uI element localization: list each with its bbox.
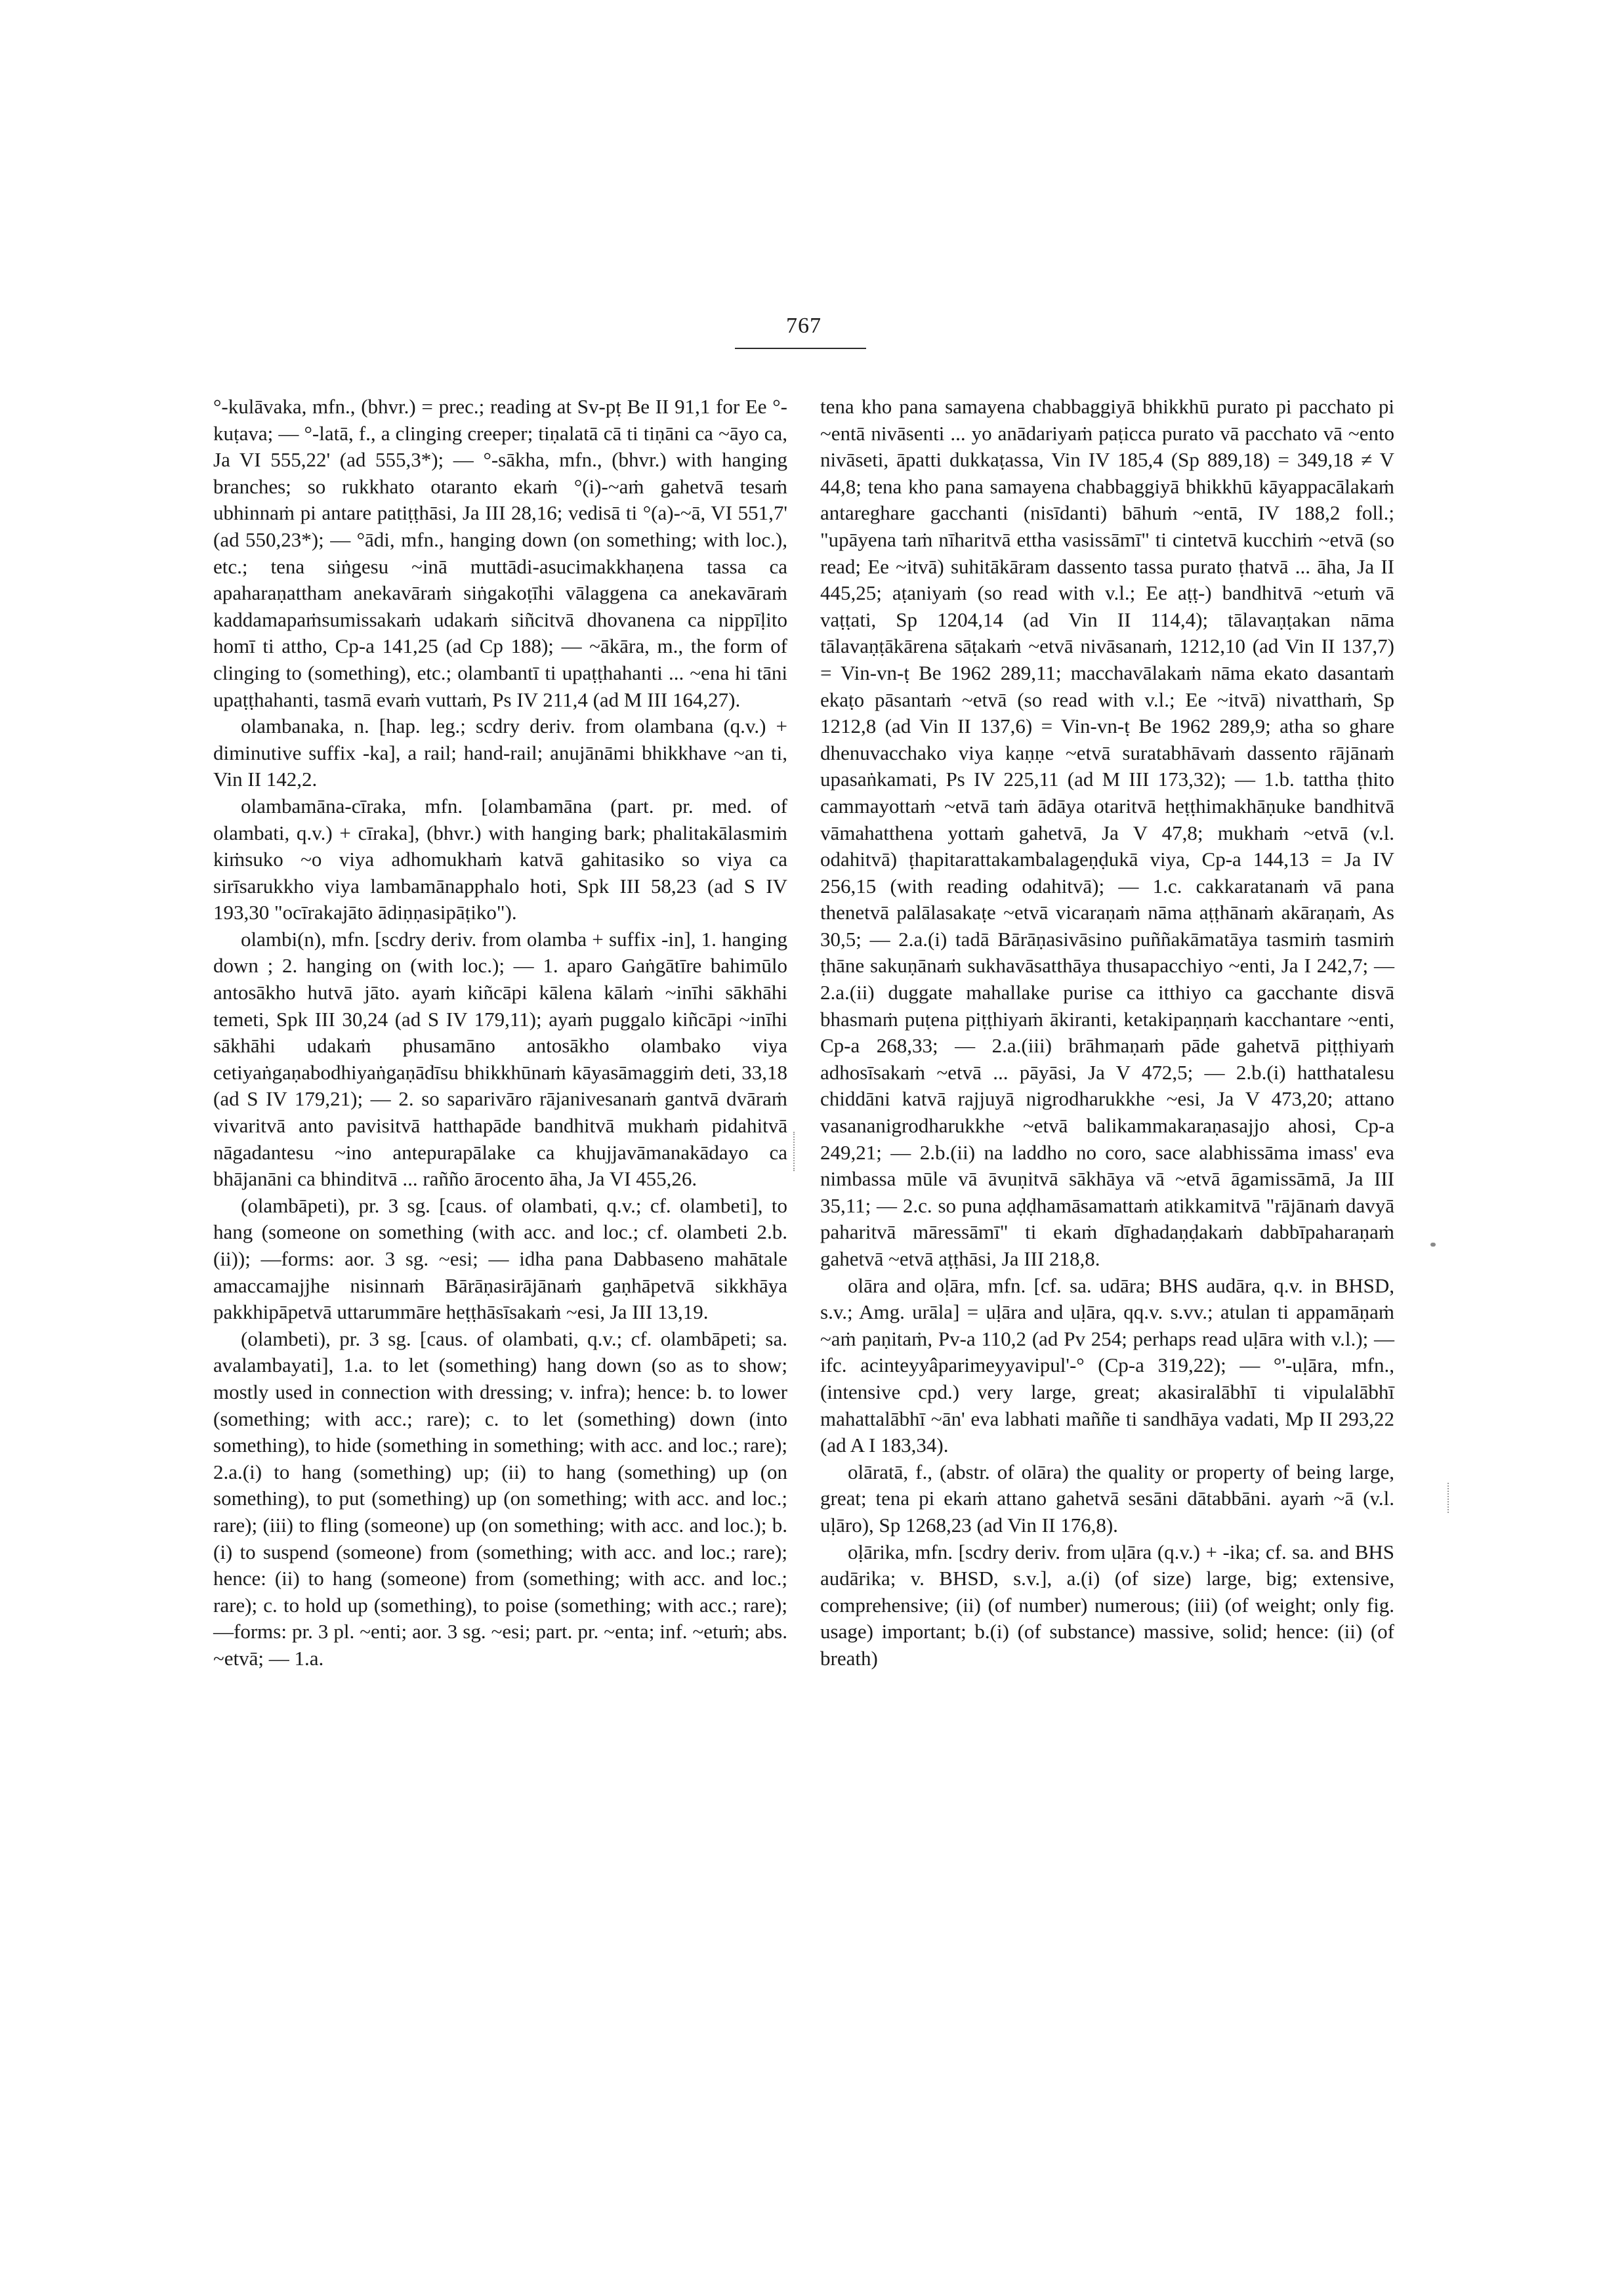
entry-olara: olāra and oḷāra, mfn. [cf. sa. udāra; BHS audāra, q.v. in BHSD, s.v.; Amg. urāla] = uḷāra and uḷāra, qq.v. s.vv.; atulan ti appamāṇaṁ ~aṁ paṇitaṁ, Pv-a 110,2 (ad Pv 254; perhaps read uḷāra with v.l.); — ifc. acinteyyâparimeyyavipul'-° (Cp-a 319,22); — °'-uḷāra, mfn., (intensive cpd.) very large, great; akasiralābhī ti vipulalābhī mahattalābhī ~ān' eva labhati maññe ti sandhāya vadati, Mp II 293,22 (ad A I 183,34). (820, 1273, 1394, 1457)
entry-kulavaka-continuation: °-kulāvaka, mfn., (bhvr.) = prec.; reading at Sv-pṭ Be II 91,1 for Ee °-kuṭava; — °-latā, f., a clinging creeper; tiṇalatā cā ti tiṇāni ca ~āyo ca, Ja VI 555,22' (ad 555,3*); — °-sākha, mfn., (bhvr.) with hanging branches; so rukkhato otaranto ekaṁ °(i)-~aṁ gahetvā tesaṁ ubhinnaṁ pi antare patiṭṭhāsi, Ja III 28,16; vedisā ti °(a)-~ā, VI 551,7' (ad 550,23*); — °ādi, mfn., hanging down (on something; with loc.), etc.; tena siṅgesu ~inā muttādi-asucimakkhaṇena tassa ca apaharaṇattham anekavāraṁ siṅgakoṭīhi vālaggena ca anekavāraṁ kaddamapaṁsumissakaṁ udakaṁ siñcitvā dhovanena ca nippīḷito homī ti attho, Cp-a 141,25 (ad Cp 188); — ~ākāra, m., the form of clinging to (something), etc.; olambantī ti upaṭṭhahanti ... ~ena hi tāni upaṭṭhahanti, tasmā evaṁ vuttaṁ, Ps IV 211,4 (ad M III 164,27). (213, 395, 787, 711)
header-rule (735, 348, 866, 349)
entry-olambeti: (olambeti), pr. 3 sg. [caus. of olambati, q.v.; cf. olambāpeti; sa. avalambayati], 1.a. to let (something) hang down (so as to show; mostly used in connection with dressing; v. infra); hence: b. to lower (something; with acc.; rare); c. to let (something) down (into something), to hide (something in something; with acc. and loc.; rare); 2.a.(i) to hang (something) up; (ii) to hang (something) up (on something), to put (something) up (on something; with acc. and loc.; rare); (iii) to fling (someone) up (on something; with acc. and loc.); b.(i) to suspend (someone) from (something; with acc. and loc.; rare); hence: (ii) to hang (someone) from (something; with acc. and loc.; rare); c. to hold up (something), to poise (something; with acc.; rare); —forms: pr. 3 pl. ~enti; aor. 3 sg. ~esi; part. pr. ~enta; inf. ~etuṁ; abs. ~etvā; — 1.a. (213, 1327, 787, 1670)
scan-margin-mark (793, 1132, 796, 1171)
entry-olambeti-continuation: tena kho pana samayena chabbaggiyā bhikkhū purato pi pacchato pi ~entā nivāsenti ... yo anādariyaṁ paṭicca purato vā pacchato vā ~ento nivāseti, āpatti dukkaṭassa, Vin IV 185,4 (Sp 889,18) = 349,18 ≠ V 44,8; tena kho pana samayena chabbaggiyā bhikkhū kāyappacālakaṁ antareghare gacchanti (nisīdanti) bāhuṁ ~entā, IV 188,2 foll.; "upāyena taṁ nīharitvā ettha vasissāmī" ti cintetvā kucchiṁ ~etvā (so read; Ee ~itvā) suhitākāram dassento tassa purato ṭhatvā ... āha, Ja II 445,25; aṭaniyaṁ (so read with v.l.; Ee aṭṭ-) bandhitvā ~etuṁ vā vaṭṭati, Sp 1204,14 (ad Vin II 114,4); tālavaṇṭakan nāma tālavaṇṭākārena sāṭakaṁ ~etvā nivāsanaṁ, 1212,10 (ad Vin II 137,7) = Vin-vn-ṭ Be 1962 289,11; macchavālakaṁ nāma ekato dasantaṁ ekaṭo pāsantaṁ ~etvā (so read with v.l.; Ee ~itvā) nivatthaṁ, Sp 1212,8 (ad Vin II 137,6) = Vin-vn-ṭ Be 1962 289,9; atha so ghare dhenuvacchako viya kaṇṇe ~etvā suratabhāvaṁ dassento rājānaṁ upasaṅkamati, Ps IV 225,11 (ad M III 173,32); — 1.b. tattha ṭhito cammayottaṁ ~etvā taṁ ādāya otaritvā heṭṭhimakhāṇuke bandhitvā vāmahatthena yottaṁ gahetvā, Ja V 47,8; mukhaṁ ~etvā (v.l. odahitvā) ṭhapitarattakambalageṇḍukā viya, Cp-a 144,13 = Ja IV 256,15 (with reading odahitvā); — 1.c. cakkaratanaṁ vā pana thenetvā palālasakaṭe ~etvā vicaraṇaṁ nāma aṭṭhānaṁ akāraṇaṁ, As 30,5; — 2.a.(i) tadā Bārāṇasivāsino puññakāmatāya tasmiṁ tasmiṁ ṭhāne sakuṇānaṁ sukhavāsatthāya thusapacchiyo ~enti, Ja I 242,7; — 2.a.(ii) duggate mahallake purise ca itthiyo ca gacchante disvā bhasmaṁ puṭena piṭṭhiyaṁ ākiranti, ketakipaṇṇaṁ kacchantare ~enti, Cp-a 268,33; — 2.a.(iii) brāhmaṇaṁ pāde gahetvā piṭṭhiyaṁ adhosīsakaṁ ~etvā ... pāyāsi, Ja V 472,5; — 2.b.(i) hatthatalesu chiddāni katvā rajjuyā nigrodharukkhe ~esi, Ja V 473,20; attano vasananigrodharukkhe ~etvā balikammakaraṇasajjo ahosi, Cp-a 249,21; — 2.b.(ii) na laddho no coro, sace alabhissāma imass' eva nimbassa mūle vā āvuṇitvā sākhāya vā ~etvā āgamissāmā, Ja III 35,11; — 2.c. so puna aḍḍhamāsamattaṁ atikkamitvā "rājānaṁ davyā paharitvā māressāmī" ti ekaṁ dīghadaṇḍakaṁ dabbīpaharaṇaṁ gahetvā ~etvā aṭṭhāsi, Ja III 218,8. (820, 395, 1394, 1270)
entry-olarika: oḷārika, mfn. [scdry deriv. from uḷāra (q.v.) + -ika; cf. sa. and BHS audārika; v. BHSD, s.v.], a.(i) (of size) large, big; extensive, comprehensive; (ii) (of number) numerous; (iii) (of weight; only fig. usage) important; b.(i) (of substance) massive, solid; hence: (ii) (of breath) (820, 1540, 1394, 1670)
page-number: 767 (786, 314, 822, 338)
entry-olambanaka: olambanaka, n. [hap. leg.; scdry deriv. from olambana (q.v.) + diminutive suffix -ka], a rail; hand-rail; anujānāmi bhikkhave ~an ti, Vin II 142,2. (213, 714, 787, 791)
entry-olambamana-ciraka: olambamāna-cīraka, mfn. [olambamāna (part. pr. med. of olambati, q.v.) + cīraka], (bhvr.) with hanging bark; phalitakālasmiṁ kiṁsuko ~o viya adhomukhaṁ katvā gahitasiko so viya ca sirīsarukkho viya lambamānapphalo hoti, Spk III 58,23 (ad S IV 193,30 "ocīrakajāto ādiṇṇasipāṭiko"). (213, 794, 787, 924)
entry-olarata: olāratā, f., (abstr. of olāra) the quality or property of being large, great; tena pi ekaṁ attano gahetvā sesāni dātabbāni. ayaṁ ~ā (v.l. uḷāro), Sp 1268,23 (ad Vin II 176,8). (820, 1460, 1394, 1537)
scan-margin-mark-right (1447, 1483, 1450, 1513)
entry-olambin: olambi(n), mfn. [scdry deriv. from olamba + suffix -in], 1. hanging down ; 2. hanging on (with loc.); — 1. aparo Gaṅgātīre bahimūlo antosākho hutvā jāto. ayaṁ kiñcāpi kālena kālaṁ ~inīhi sākhāhi temeti, Spk III 30,24 (ad S IV 179,11); ayaṁ puggalo kiñcāpi ~inīhi sākhāhi udakaṁ phusamāno antosākho olambako viya cetiyaṅgaṇabodhiyaṅgaṇādīsu bhikkhūnaṁ kāyasāmaggiṁ deti, 33,18 (ad S IV 179,21); — 2. so saparivāro rājanivesanaṁ gantvā dvāraṁ vivaritvā anto pavisitvā hatthapāde bandhitvā mukhaṁ pidahitvā nāgadantesu ~ino antepurapālake ca khujjavāmanakādayo ca bhājanāni ca bhinditvā ... rañño ārocento āha, Ja VI 455,26. (213, 927, 787, 1191)
scan-speck (1430, 1243, 1436, 1247)
entry-olambapeti: (olambāpeti), pr. 3 sg. [caus. of olambati, q.v.; cf. olambeti], to hang (someone on something (with acc. and loc.; cf. olambeti 2.b.(ii)); —forms: aor. 3 sg. ~esi; — idha pana Dabbaseno mahātale amaccamajjhe nisinnaṁ Bārāṇasirājānaṁ gaṇhāpetvā sikkhāya pakkhipāpetvā uttarummāre heṭṭhāsīsakaṁ ~esi, Ja III 13,19. (213, 1193, 787, 1324)
right-column (820, 394, 1394, 1672)
left-column (213, 394, 787, 1672)
